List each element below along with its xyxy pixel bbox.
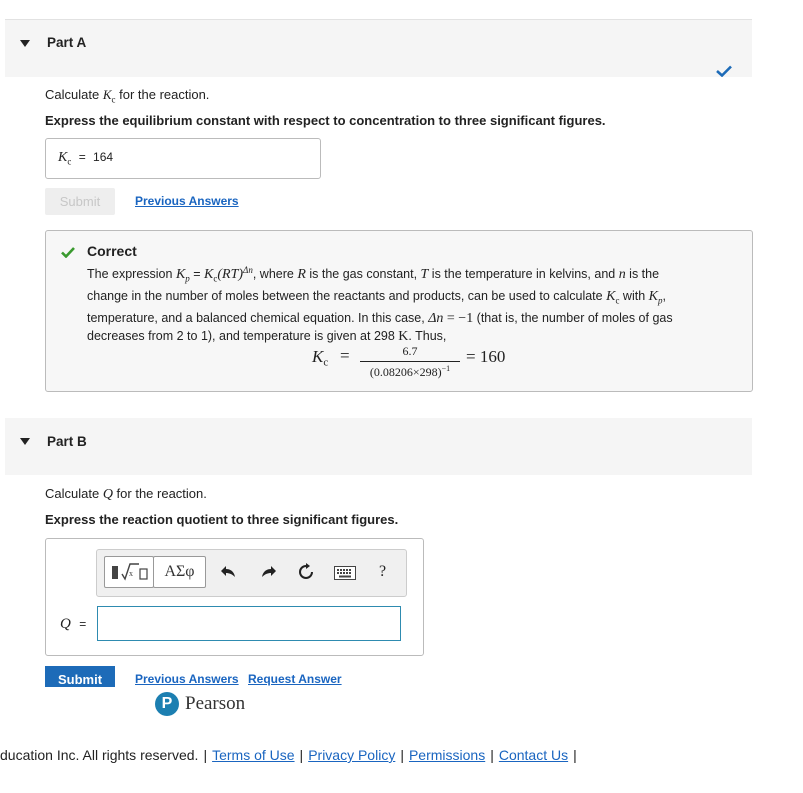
- feedback-text: The expression $K_p = K_c(RT)^{\Delta n}$, where R is the gas constant, T is the temperature in kelvins, and n is the change in the number of moles between the reactants and products, can be used to calculate $K_c$ with $K_p$, temperature, and a balanced chemical equation. In this case, Δn = −1 (that is, the number of moles of gas decreases from 2 to 1), and temperature is given at 298 K. Thus,: [87, 265, 673, 344]
- part-b-instruction: Calculate Q for the reaction.: [45, 486, 207, 502]
- part-a-answer-box[interactable]: $K_c = 164$: [45, 138, 321, 179]
- svg-text:x: x: [129, 569, 133, 578]
- redo-icon[interactable]: [259, 564, 277, 583]
- greek-symbols-button[interactable]: ΑΣφ: [153, 556, 206, 588]
- part-b-bold-instruction: Express the reaction quotient to three significant figures.: [45, 512, 399, 527]
- correct-check-icon: [61, 246, 75, 261]
- part-b-title: Part B: [47, 434, 87, 449]
- privacy-policy-link[interactable]: Privacy Policy: [308, 747, 396, 763]
- fraction-denominator: $(0.08206\times 298)^{-1}$: [369, 364, 451, 379]
- templates-button[interactable]: [104, 556, 154, 588]
- part-a-bold-instruction: Express the equilibrium constant with respect to concentration to three significant figures.: [45, 113, 606, 128]
- part-a-title: Part A: [47, 35, 87, 50]
- part-b-header[interactable]: [5, 418, 752, 475]
- q-label: Q =: [60, 616, 87, 632]
- fraction-bar: [360, 361, 460, 362]
- pearson-wordmark: Pearson: [185, 693, 246, 714]
- reset-icon[interactable]: [297, 563, 315, 584]
- help-button[interactable]: ?: [379, 563, 387, 580]
- footer: ducation Inc. All rights reserved. | Terms of Use | Privacy Policy | Permissions | Contact Us |: [0, 747, 577, 763]
- part-a-previous-answers-link[interactable]: Previous Answers: [135, 194, 239, 208]
- part-a-submit-button[interactable]: Submit: [45, 188, 115, 215]
- correct-check-icon: [716, 65, 732, 80]
- part-a-header[interactable]: [5, 20, 752, 77]
- fraction-numerator: 6.7: [402, 344, 418, 358]
- contact-us-link[interactable]: Contact Us: [498, 747, 569, 763]
- part-b-previous-answers-link[interactable]: Previous Answers: [135, 672, 239, 686]
- permissions-link[interactable]: Permissions: [408, 747, 486, 763]
- copyright-text: ducation Inc. All rights reserved.: [0, 747, 199, 763]
- kc-label: K: [58, 150, 68, 165]
- pearson-logo-icon: P: [155, 692, 179, 716]
- keyboard-icon[interactable]: [334, 566, 356, 583]
- part-a-answer-value: 164: [93, 150, 114, 164]
- request-answer-link[interactable]: Request Answer: [248, 672, 342, 686]
- part-b-submit-button[interactable]: Submit: [45, 666, 115, 687]
- terms-of-use-link[interactable]: Terms of Use: [212, 747, 295, 763]
- collapse-caret-icon[interactable]: [20, 40, 30, 47]
- part-a-instruction: Calculate $K_c$ for the reaction.: [45, 87, 210, 105]
- kc-equation: $K_c$ = 6.7 $(0.08206\times 298)^{-1}$ = 160: [312, 344, 506, 379]
- undo-icon[interactable]: [220, 564, 238, 583]
- equation-result: = 160: [466, 347, 506, 366]
- q-answer-input[interactable]: [97, 606, 401, 641]
- collapse-caret-icon[interactable]: [20, 438, 30, 445]
- feedback-status: Correct: [87, 243, 137, 259]
